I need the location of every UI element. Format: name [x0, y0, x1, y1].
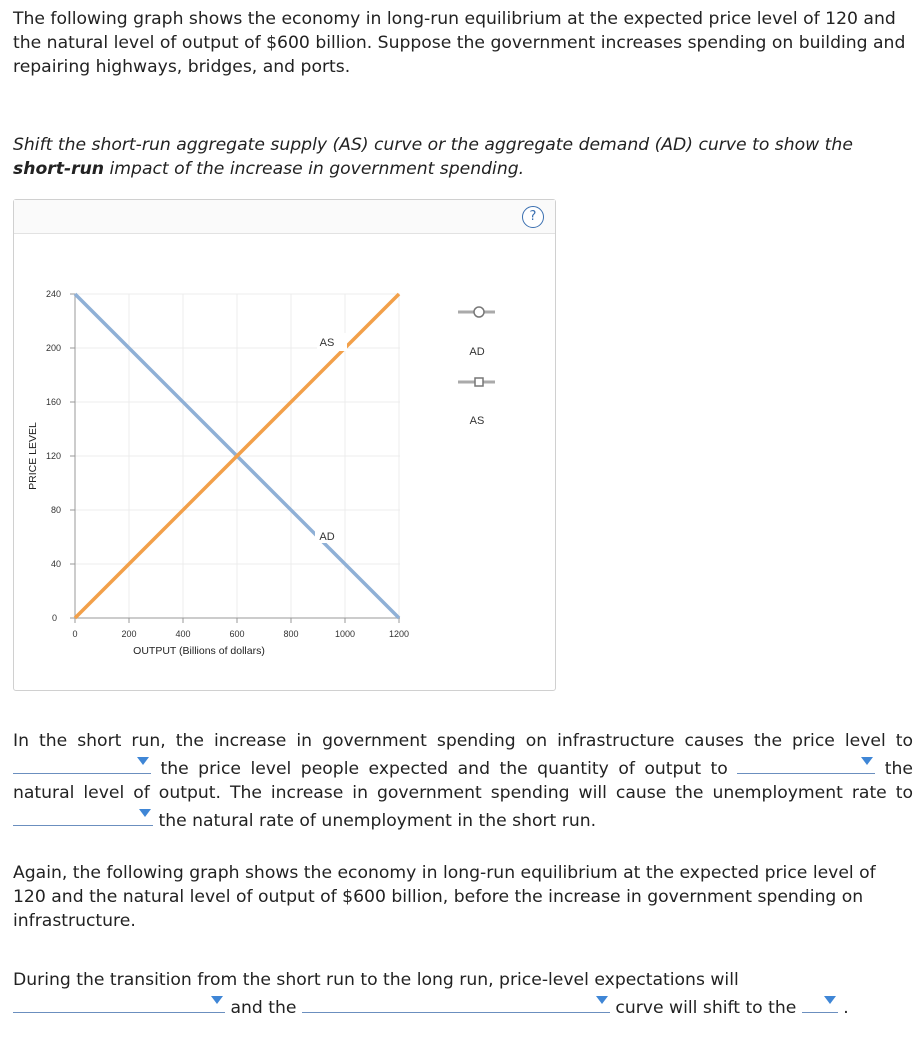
- instruction-pre: Shift the short-run aggregate supply (AS) curve or the aggregate demand (AD) curve to show the: [13, 135, 853, 155]
- ad-tool-icon: [474, 307, 484, 317]
- palette-ad-tool[interactable]: [458, 307, 495, 358]
- instruction-paragraph: [13, 133, 913, 181]
- ad-curve-label: AD: [319, 531, 335, 543]
- q1-text-3: the natural level of output. The increase in government spending will cause the unemployment rate to: [13, 759, 914, 803]
- chevron-down-icon: [596, 996, 608, 1004]
- x-axis-label: OUTPUT (Billions of dollars): [133, 645, 265, 657]
- y-tick-label: 200: [45, 343, 61, 353]
- graph-svg: [14, 200, 555, 690]
- instruction-post: impact of the increase in government spending.: [104, 159, 525, 179]
- question-2-paragraph: [13, 968, 913, 1020]
- question-1-paragraph: [13, 729, 913, 833]
- palette-ad-label: AD: [469, 346, 485, 358]
- x-tick-label: 800: [283, 629, 299, 639]
- x-tick-label: 1000: [334, 629, 356, 639]
- y-tick-label: 0: [51, 613, 57, 623]
- q1-text-2: the price level people expected and the quantity of output to: [151, 759, 738, 779]
- chevron-down-icon: [824, 996, 836, 1004]
- palette-as-label: AS: [469, 415, 485, 427]
- chevron-down-icon: [139, 809, 151, 817]
- q1-text-1: In the short run, the increase in government spending on infrastructure causes the price level to: [13, 731, 913, 751]
- graph-panel: [13, 199, 556, 691]
- unemployment-dropdown[interactable]: [13, 805, 153, 826]
- y-tick-label: 240: [45, 289, 61, 299]
- y-tick-label: 80: [50, 505, 61, 515]
- curve-dropdown[interactable]: [302, 992, 610, 1013]
- y-tick-label: 40: [50, 559, 61, 569]
- intro-paragraph: The following graph shows the economy in long-run equilibrium at the expected price level of 120 and the natural level of output of $600 billion. Suppose the government increases spending on building and repairing highways, bridges, and ports.: [13, 9, 906, 77]
- x-tick-label: 400: [175, 629, 191, 639]
- chevron-down-icon: [137, 757, 149, 765]
- as-tool-icon: [475, 378, 483, 386]
- q1-text-4: the natural rate of unemployment in the short run.: [153, 811, 597, 831]
- output-dropdown[interactable]: [737, 753, 875, 774]
- q2-text-3: curve will shift to the: [609, 998, 802, 1018]
- x-tick-label: 0: [72, 629, 78, 639]
- y-tick-label: 160: [45, 397, 61, 407]
- palette-as-tool[interactable]: [458, 378, 495, 427]
- chevron-down-icon: [861, 757, 873, 765]
- instruction-bold: short-run: [13, 159, 105, 179]
- chevron-down-icon: [211, 996, 223, 1004]
- x-tick-label: 600: [229, 629, 245, 639]
- as-curve-label: AS: [319, 337, 335, 349]
- y-tick-label: 120: [45, 451, 61, 461]
- q2-text-1: During the transition from the short run to the long run, price-level expectations will: [13, 970, 739, 990]
- y-axis-label: PRICE LEVEL: [27, 422, 39, 490]
- help-button[interactable]: ?: [522, 206, 544, 228]
- price-level-dropdown[interactable]: [13, 753, 151, 774]
- expectations-dropdown[interactable]: [13, 992, 225, 1013]
- x-tick-label: 200: [121, 629, 137, 639]
- direction-dropdown[interactable]: [802, 992, 838, 1013]
- q2-text-4: .: [843, 998, 849, 1018]
- x-tick-label: 1200: [388, 629, 410, 639]
- q2-text-2: and the: [225, 998, 302, 1018]
- again-paragraph: Again, the following graph shows the economy in long-run equilibrium at the expected price level of 120 and the natural level of output of $600 billion, before the increase in government spending on infrastructure.: [13, 863, 876, 931]
